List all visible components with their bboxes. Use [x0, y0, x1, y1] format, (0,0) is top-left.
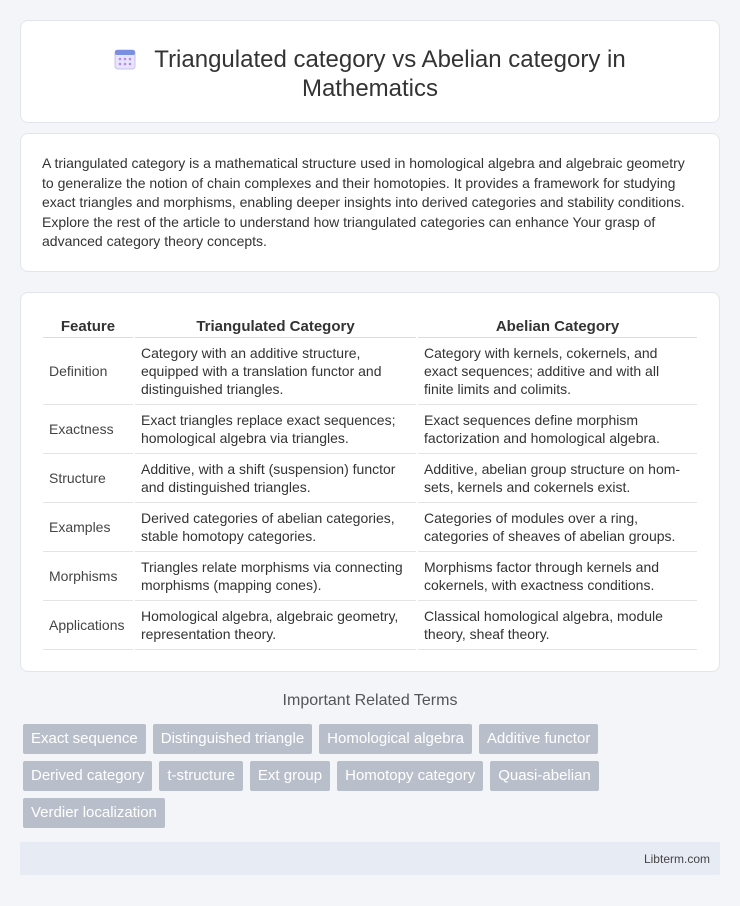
abelian-cell: Category with kernels, cokernels, and exact sequences; additive and with all finite limits and colimits. — [418, 338, 697, 405]
feature-cell: Exactness — [43, 405, 133, 454]
table-row — [43, 338, 697, 405]
related-term-tag[interactable]: t-structure — [159, 761, 243, 791]
abelian-cell: Exact sequences define morphism factorization and homological algebra. — [418, 405, 697, 454]
table-row — [43, 454, 697, 503]
triangulated-cell: Exact triangles replace exact sequences; homological algebra via triangles. — [135, 405, 416, 454]
triangulated-cell: Additive, with a shift (suspension) functor and distinguished triangles. — [135, 454, 416, 503]
related-term-tag[interactable]: Homotopy category — [337, 761, 483, 791]
abelian-cell: Classical homological algebra, module theory, sheaf theory. — [418, 601, 697, 650]
intro-text: A triangulated category is a mathematical structure used in homological algebra and algebraic geometry to generalize the notion of chain complexes and their homotopies. It provides a framework for studying exact triangles and morphisms, enabling deeper insights into derived categories and stability conditions. Explore the rest of the article to understand how triangulated categories can enhance Your grasp of advanced category theory concepts. — [42, 155, 685, 249]
related-terms-title: Important Related Terms — [282, 692, 458, 709]
related-term-tag[interactable]: Exact sequence — [23, 724, 146, 754]
feature-cell: Morphisms — [43, 552, 133, 601]
header-abelian: Abelian Category — [418, 315, 697, 338]
related-term-tag[interactable]: Homological algebra — [319, 724, 472, 754]
feature-cell: Examples — [43, 503, 133, 552]
feature-cell: Structure — [43, 454, 133, 503]
title-card — [20, 20, 720, 123]
table-row — [43, 503, 697, 552]
table-row — [43, 601, 697, 650]
feature-cell: Applications — [43, 601, 133, 650]
abelian-cell: Morphisms factor through kernels and cokernels, with exactness conditions. — [418, 552, 697, 601]
related-term-tag[interactable]: Ext group — [250, 761, 330, 791]
related-term-tag[interactable]: Additive functor — [479, 724, 598, 754]
table-row — [43, 552, 697, 601]
abelian-cell: Categories of modules over a ring, categories of sheaves of abelian groups. — [418, 503, 697, 552]
calendar-grid-icon — [114, 48, 136, 70]
intro-card — [20, 133, 720, 272]
triangulated-cell: Derived categories of abelian categories, stable homotopy categories. — [135, 503, 416, 552]
header-triangulated: Triangulated Category — [135, 315, 416, 338]
related-term-tag[interactable]: Quasi-abelian — [490, 761, 599, 791]
abelian-cell: Additive, abelian group structure on hom-sets, kernels and cokernels exist. — [418, 454, 697, 503]
triangulated-cell: Category with an additive structure, equipped with a translation functor and distinguished triangles. — [135, 338, 416, 405]
triangulated-cell: Triangles relate morphisms via connecting morphisms (mapping cones). — [135, 552, 416, 601]
comparison-card — [20, 292, 720, 672]
related-term-tag[interactable]: Distinguished triangle — [153, 724, 312, 754]
footer — [20, 842, 720, 875]
table-row — [43, 405, 697, 454]
related-term-tag[interactable]: Verdier localization — [23, 798, 165, 828]
related-term-tag[interactable]: Derived category — [23, 761, 152, 791]
comparison-table — [41, 315, 699, 650]
page-title: Triangulated category vs Abelian category in Mathematics — [154, 46, 626, 102]
table-header-row — [43, 315, 697, 338]
related-terms-list — [23, 724, 703, 828]
footer-site-link[interactable]: Libterm.com — [643, 852, 710, 866]
page-title-wrap — [21, 45, 719, 103]
triangulated-cell: Homological algebra, algebraic geometry, representation theory. — [135, 601, 416, 650]
feature-cell: Definition — [43, 338, 133, 405]
header-feature: Feature — [43, 315, 133, 338]
